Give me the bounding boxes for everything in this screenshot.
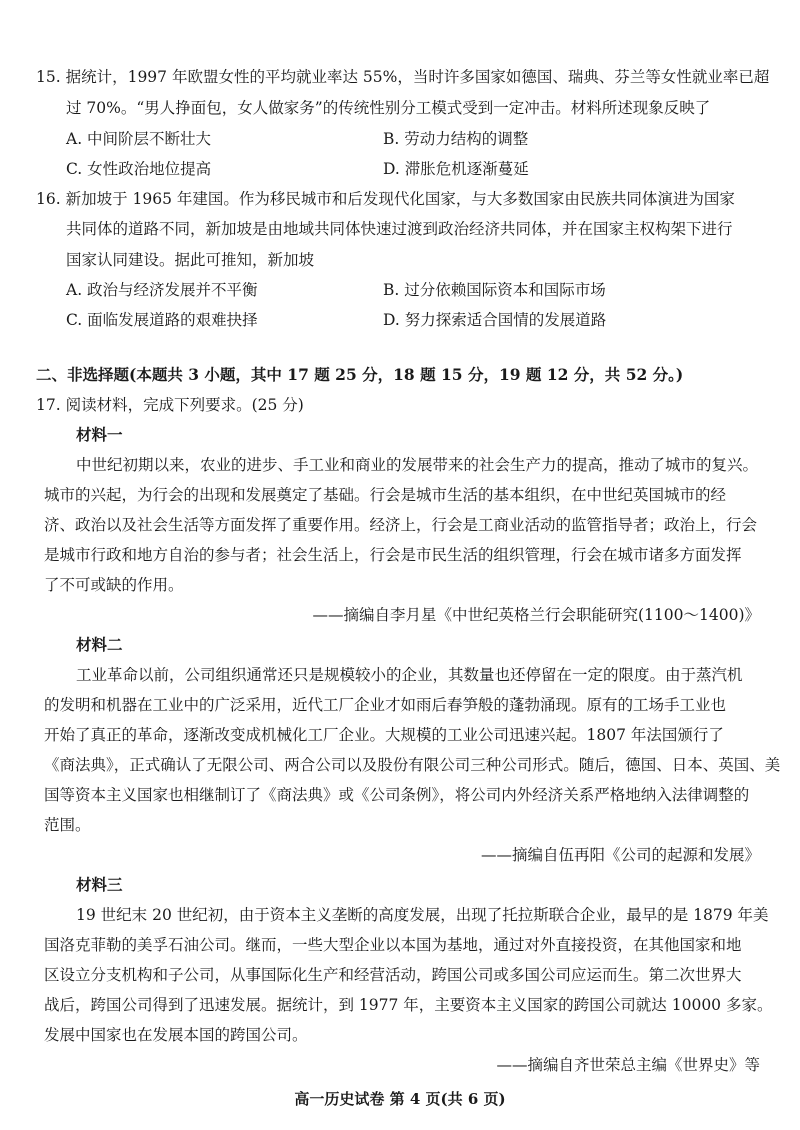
material-1-line: 城市的兴起，为行会的出现和发展奠定了基础。行会是城市生活的基本组织，在中世纪英国城市的经 <box>44 486 727 504</box>
q16-stem-line-3: 国家认同建设。据此可推知，新加坡 <box>66 251 315 269</box>
material-3-line: 战后，跨国公司得到了迅速发展。据统计，到 1977 年，主要资本主义国家的跨国公司就达 10000 多家。 <box>44 996 773 1014</box>
material-1-line: 了不可或缺的作用。 <box>44 576 184 594</box>
material-1-title: 材料一 <box>76 425 123 444</box>
material-2-source: ——摘编自伍再阳《公司的起源和发展》 <box>480 846 760 864</box>
q15-stem-line-2: 过 70%。“男人挣面包，女人做家务”的传统性别分工模式受到一定冲击。材料所述现象反映了 <box>66 99 711 117</box>
q15-option-c: C. 女性政治地位提高 <box>66 160 212 178</box>
material-3-line: 区设立分支机构和子公司，从事国际化生产和经营活动，跨国公司或多国公司应运而生。第二次世界大 <box>44 966 742 984</box>
material-1-line: 是城市行政和地方自治的参与者；社会生活上，行会是市民生活的组织管理，行会在城市诸多方面发挥 <box>44 546 742 564</box>
q15-option-b: B. 劳动力结构的调整 <box>383 130 529 148</box>
material-3-line: 发展中国家也在发展本国的跨国公司。 <box>44 1026 308 1044</box>
material-1-line: 济、政治以及社会生活等方面发挥了重要作用。经济上，行会是工商业活动的监管指导者；政治上，行会 <box>44 516 758 534</box>
material-2-line: 开始了真正的革命，逐渐改变成机械化工厂企业。大规模的工业公司迅速兴起。1807 年法国颁行了 <box>44 726 724 744</box>
q16-option-b: B. 过分依赖国际资本和国际市场 <box>383 281 606 299</box>
q16-stem-line-2: 共同体的道路不同，新加坡是由地域共同体快速过渡到政治经济共同体，并在国家主权构架下进行 <box>66 220 733 238</box>
q16-option-d: D. 努力探索适合国情的发展道路 <box>383 311 607 329</box>
material-2-line: 范围。 <box>44 816 91 834</box>
q16-option-c: C. 面临发展道路的艰难抉择 <box>66 311 258 329</box>
q17-stem: 17. 阅读材料，完成下列要求。(25 分) <box>36 396 304 414</box>
material-3-line: 19 世纪末 20 世纪初，由于资本主义垄断的高度发展，出现了托拉斯联合企业，最早的是 1879 年美 <box>76 906 769 924</box>
material-1-line: 中世纪初期以来，农业的进步、手工业和商业的发展带来的社会生产力的提高，推动了城市的复兴。 <box>76 456 759 474</box>
material-2-line: 国等资本主义国家也相继制订了《商法典》或《公司条例》，将公司内外经济关系严格地纳入法律调整的 <box>44 786 750 804</box>
q16-option-a: A. 政治与经济发展并不平衡 <box>66 281 258 299</box>
section-heading: 二、非选择题(本题共 3 小题，其中 17 题 25 分，18 题 15 分，19 题 12 分，共 52 分。) <box>36 365 684 384</box>
material-1-source: ——摘编自李月星《中世纪英格兰行会职能研究(1100～1400)》 <box>312 606 760 624</box>
material-2-line: 的发明和机器在工业中的广泛采用，近代工厂企业才如雨后春笋般的蓬勃涌现。原有的工场手工业也 <box>44 696 727 714</box>
material-2-line: 工业革命以前，公司组织通常还只是规模较小的企业，其数量也还停留在一定的限度。由于蒸汽机 <box>76 666 743 684</box>
q15-option-d: D. 滞胀危机逐渐蔓延 <box>383 160 529 178</box>
page-footer: 高一历史试卷 第 4 页(共 6 页) <box>294 1090 506 1108</box>
material-2-line: 《商法典》，正式确认了无限公司、两合公司以及股份有限公司三种公司形式。随后，德国、日本、英国、美 <box>44 756 781 774</box>
q15-option-a: A. 中间阶层不断壮大 <box>66 130 212 148</box>
material-3-source: ——摘编自齐世荣总主编《世界史》等 <box>496 1056 760 1074</box>
material-2-title: 材料二 <box>76 635 123 654</box>
q15-stem-line-1: 15. 据统计，1997 年欧盟女性的平均就业率达 55%，当时许多国家如德国、瑞典、芬兰等女性就业率已超 <box>36 68 770 86</box>
material-3-title: 材料三 <box>76 875 123 894</box>
material-3-line: 国洛克菲勒的美孚石油公司。继而，一些大型企业以本国为基地，通过对外直接投资，在其他国家和地 <box>44 936 742 954</box>
q16-stem-line-1: 16. 新加坡于 1965 年建国。作为移民城市和后发现代化国家，与大多数国家由民族共同体演进为国家 <box>36 190 735 208</box>
